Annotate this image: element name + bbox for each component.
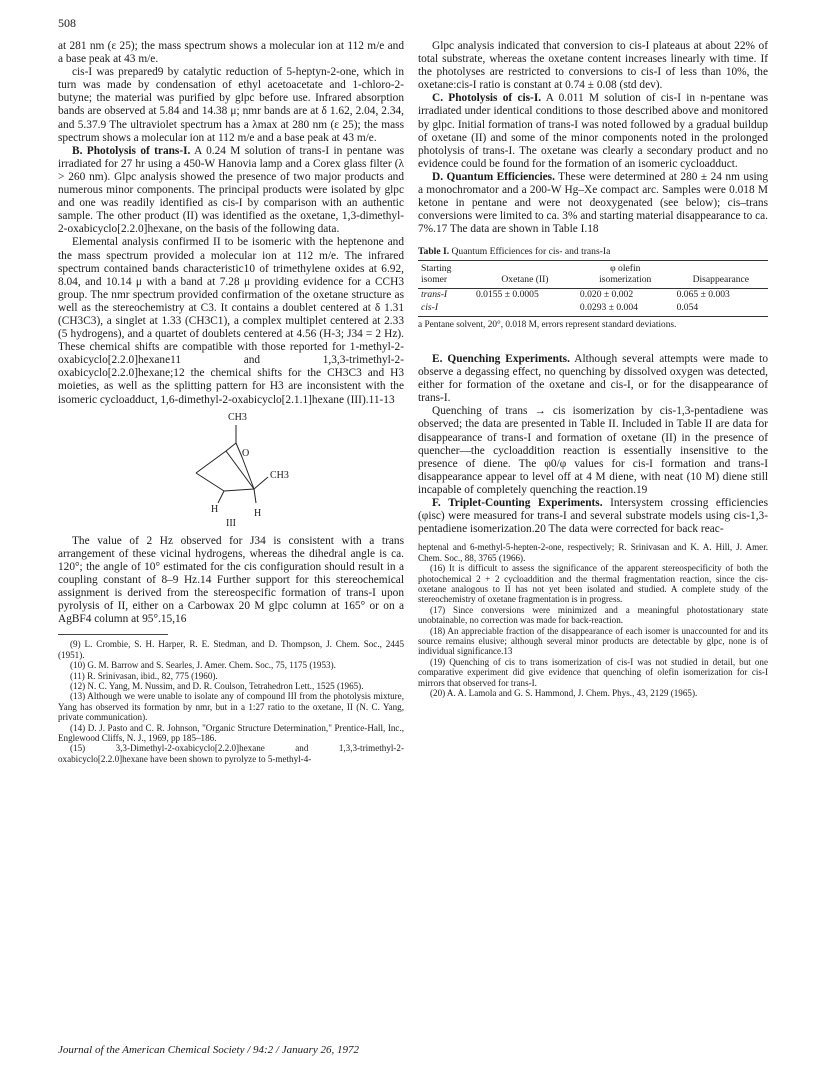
table-header	[674, 261, 768, 275]
table-footnote: a Pentane solvent, 20°, 0.018 M, errors represent standard deviations.	[418, 320, 677, 331]
structure-ch3-right: CH3	[270, 469, 289, 481]
journal-footer: Journal of the American Chemical Society / 94:2 / January 26, 1972	[58, 1044, 360, 1056]
structure-drawing	[58, 411, 404, 529]
section-e-text: Although several attempts were made to observe a degassing effect, no quenching by dissolved oxygen was detected, either for formation of the oxetane and cis-I, or for the disappearance of trans-I.	[418, 353, 768, 405]
section-b-heading: B. Photolysis of trans-I.	[72, 144, 191, 157]
footnote-item: (16) It is difficult to assess the significance of the apparent stereospecificity of both the photochemical 2 + 2 cycloaddition and the thermal fragmentation reaction, since the cis-oxetane analogous to II has not yet been isolated and studied. A complete study of the stereochemistry of oxetane fragmentation is in progress.	[418, 563, 768, 605]
left-paragraph-2: cis-I was prepared9 by catalytic reduction of 5-heptyn-2-one, which in turn was made by condensation of ethyl acetoacetate and 1-chloro-2-butyne; the material was purified by glpc before use. Infrared absorption bands are observed at 5.84 and 14.38 μ; nmr bands are at δ 1.62, 2.04, 2.34, and 5.37.9 The ultraviolet spectrum has a λmax at 280 nm (ε 25); the mass spectrum shows a molecular ion at 112 m/e and a base peak at 43 m/e.	[58, 66, 404, 144]
structure-III	[58, 411, 404, 529]
structure-h-right: H	[254, 507, 262, 519]
left-paragraph-1: at 281 nm (ε 25); the mass spectrum shows a molecular ion at 112 m/e and a base peak at 43 m/e.	[58, 40, 404, 66]
footnote-item: (20) A. A. Lamola and G. S. Hammond, J. Chem. Phys., 43, 2129 (1965).	[430, 688, 698, 698]
section-b	[58, 145, 404, 237]
section-c	[418, 92, 768, 171]
footnote-item: (10) G. M. Barrow and S. Searles, J. Amer. Chem. Soc., 75, 1175 (1953).	[70, 660, 336, 671]
table-header: φ olefin	[577, 261, 674, 275]
right-paragraph-1: Glpc analysis indicated that conversion to cis-I plateaus at about 22% of total substrate, whereas the oxetane content increases linearly with time. If the photolyses are restricted to conversions to cis-I of less than 10%, the oxetane:cis-I ratio is constant at 0.74 ± 0.08 (std dev).	[418, 40, 768, 92]
right-column	[418, 40, 768, 698]
quantum-efficiency-table	[418, 260, 768, 317]
table-row	[418, 289, 768, 302]
table-header: Disappearance	[674, 275, 768, 289]
footnote-item: (9) L. Crombie, S. H. Harper, R. E. Stedman, and D. Thompson, J. Chem. Soc., 2445 (1951).	[58, 639, 404, 660]
table-header	[473, 261, 577, 275]
table-header: isomerization	[577, 275, 674, 289]
table-caption-text: Quantum Efficiences for cis- and trans-Ia	[449, 246, 611, 258]
table-cell: 0.054	[674, 302, 768, 317]
left-paragraph-3: Elemental analysis confirmed II to be isomeric with the heptenone and the mass spectrum provided a molecular ion at 112 m/e. The infrared spectrum contained bands characteristic10 of trimethylene oxides at 6.92, 8.04, and 10.14 μ with a band at 7.28 μ providing evidence for a CCH3 group. The nmr spectrum provided confirmation of the oxetane structure as well as the stereochemistry at C3. It contains a doublet centered at δ 1.31 (CH3C3), a singlet at 1.33 (CH3C1), a complex multiplet centered at 2.33 (5 hydrogens), and a quartet of doublets centered at 4.56 (H-3; J34 = 2 Hz). These chemical shifts are compatible with those reported for 1-methyl-2-oxabicyclo[2.2.0]hexane11 and 1,3,3-trimethyl-2-oxabicyclo[2.2.0]hexane;12 the chemical shifts for the CH3C3 and H3 moieties, as well as the splitting pattern for H3 are inconsistent with the isomeric cycloadduct, 1,6-dimethyl-2-oxabicyclo[2.1.1]hexane (III).11-13	[58, 236, 404, 406]
footnote-item: (13) Although we were unable to isolate any of compound III from the photolysis mixture, Yang has observed its formation by nmr, but in a 1:27 ratio to the oxetane, II (N. C. Yang, private communication).	[58, 691, 404, 723]
structure-oxygen: O	[242, 447, 250, 459]
footnote-rule	[58, 634, 168, 635]
footnote-item: (12) N. C. Yang, M. Nussim, and D. R. Coulson, Tetrahedron Lett., 1525 (1965).	[70, 680, 364, 691]
section-b-text: A 0.24 M solution of trans-I in pentane was irradiated for 27 hr using a 450-W Hanovia lamp and a Corex glass filter (λ > 260 nm). Glpc analysis showed the presence of two major products and numerous minor components. The principal products were isolated by glpc and one was readily identified as cis-I by comparison with an authentic sample. The other product (II) was identified as the oxetane, 1,3-dimethyl-2-oxabicyclo[2.2.0]hexane, on the basis of the following data.	[58, 144, 404, 236]
table-cell: cis-I	[418, 302, 473, 317]
section-f	[418, 497, 768, 536]
table-1	[418, 246, 768, 331]
footnote-item: (17) Since conversions were minimized and a meaningful photostationary state unobtainable, no correction was made for back-reaction.	[418, 604, 768, 626]
section-c-heading: C. Photolysis of cis-I.	[432, 92, 542, 105]
left-footnotes	[58, 639, 404, 764]
section-d	[418, 171, 768, 236]
footnote-item: (11) R. Srinivasan, ibid., 82, 775 (1960).	[70, 670, 218, 681]
page-number: 508	[58, 16, 76, 30]
table-caption	[418, 246, 768, 257]
structure-h-left: H	[211, 503, 219, 515]
section-e-heading: E. Quenching Experiments.	[432, 353, 570, 365]
table-cell: 0.065 ± 0.003	[676, 289, 730, 301]
section-f-heading: F. Triplet-Counting Experiments.	[432, 497, 603, 510]
structure-label: III	[226, 517, 236, 529]
footnote-item: (19) Quenching of cis to trans isomerization of cis-I was not studied in detail, but one comparative experiment did give evidence that quenching of olefin isomerization for cis-I mirrors that observed for trans-I.	[418, 656, 768, 688]
right-paragraph-quenching: Quenching of trans → cis isomerization by cis-1,3-pentadiene was observed; the data are presented in Table II. Included in Table II are data for disappearance of trans-I and formation of oxetane (II) in the presence of quencher—the cycloaddition reaction is essentially insensitive to the presence of diene. The φ0/φ values for cis-I formation and trans-I disappearance appear to level off at 4 M diene, with neat (10 M) diene still incapable of completely quenching the reaction.19	[418, 405, 768, 496]
footnote-item: (14) D. J. Pasto and C. R. Johnson, "Organic Structure Determination," Prentice-Hall, Inc., Englewood Cliffs, N. J., 1969, pp 185–186.	[58, 722, 404, 743]
section-f-text: Intersystem crossing efficiencies (φisc) were measured for trans-I and several substrate models using cis-1,3-pentadiene isomerization.20 The data were corrected for back reac-	[418, 497, 768, 536]
table-cell: 0.0155 ± 0.0005	[475, 289, 539, 301]
left-column	[58, 40, 404, 764]
table-caption-label: Table I.	[418, 246, 450, 258]
table-cell: trans-I	[421, 289, 448, 301]
section-e	[418, 353, 768, 405]
section-d-heading: D. Quantum Efficiencies.	[432, 170, 555, 183]
section-c-text: A 0.011 M solution of cis-I in n-pentane was irradiated under identical conditions to those described above and monitored by glpc. Initial formation of trans-I was noted followed by a gradual buildup of oxetane (II) and some of the minor components noted in the prolonged photolysis of trans-I. The oxetane was clearly a secondary product and no evidence could be found for the formation of an isomeric cycloadduct.	[418, 92, 768, 170]
left-paragraph-4: The value of 2 Hz observed for J34 is consistent with a trans arrangement of these vicinal hydrogens, whereas the dihedral angle is ca. 120°; the angle of 10° estimated for the cis configuration should result in a coupling constant of 8–9 Hz.14 Further support for this stereochemical assignment is derived from the stereospecific formation of trans-I upon pyrolysis of II, either on a Carbowax 20 M glpc column at 165° or on a AgBF4 column at 95°.15,16	[58, 534, 404, 626]
footnote-item: heptenal and 6-methyl-5-hepten-2-one, respectively; R. Srinivasan and K. A. Hill, J. Amer. Chem. Soc., 88, 3765 (1966).	[418, 542, 768, 563]
table-cell: 0.0293 ± 0.004	[577, 302, 674, 317]
footnote-item: (15) 3,3-Dimethyl-2-oxabicyclo[2.2.0]hexane and 1,3,3-trimethyl-2-oxabicyclo[2.2.0]hexane have been shown to pyrolyze to 5-methyl-4-	[58, 743, 404, 764]
table-row	[418, 302, 768, 317]
right-footnotes	[418, 542, 768, 698]
footnote-item: (18) An appreciable fraction of the disappearance of each isomer is unaccounted for and its source remains elusive; although several minor products are detectable by glpc, none is of individual significance.13	[418, 625, 768, 657]
structure-ch3-top: CH3	[228, 411, 247, 423]
table-header: Oxetane (II)	[473, 275, 577, 289]
table-cell: 0.020 ± 0.002	[579, 289, 634, 301]
table-header: Starting	[418, 261, 473, 275]
table-header: isomer	[418, 275, 473, 289]
section-d-text: These were determined at 280 ± 24 nm using a monochromator and a 200-W Hg–Xe compact arc. Samples were 0.018 M ketone in pentane and were not deoxygenated (see below); cis–trans conversions were limited to ca. 3% and starting material disappearance to ca. 7%.17 The data are shown in Table I.18	[418, 170, 768, 236]
table-cell	[473, 302, 577, 317]
